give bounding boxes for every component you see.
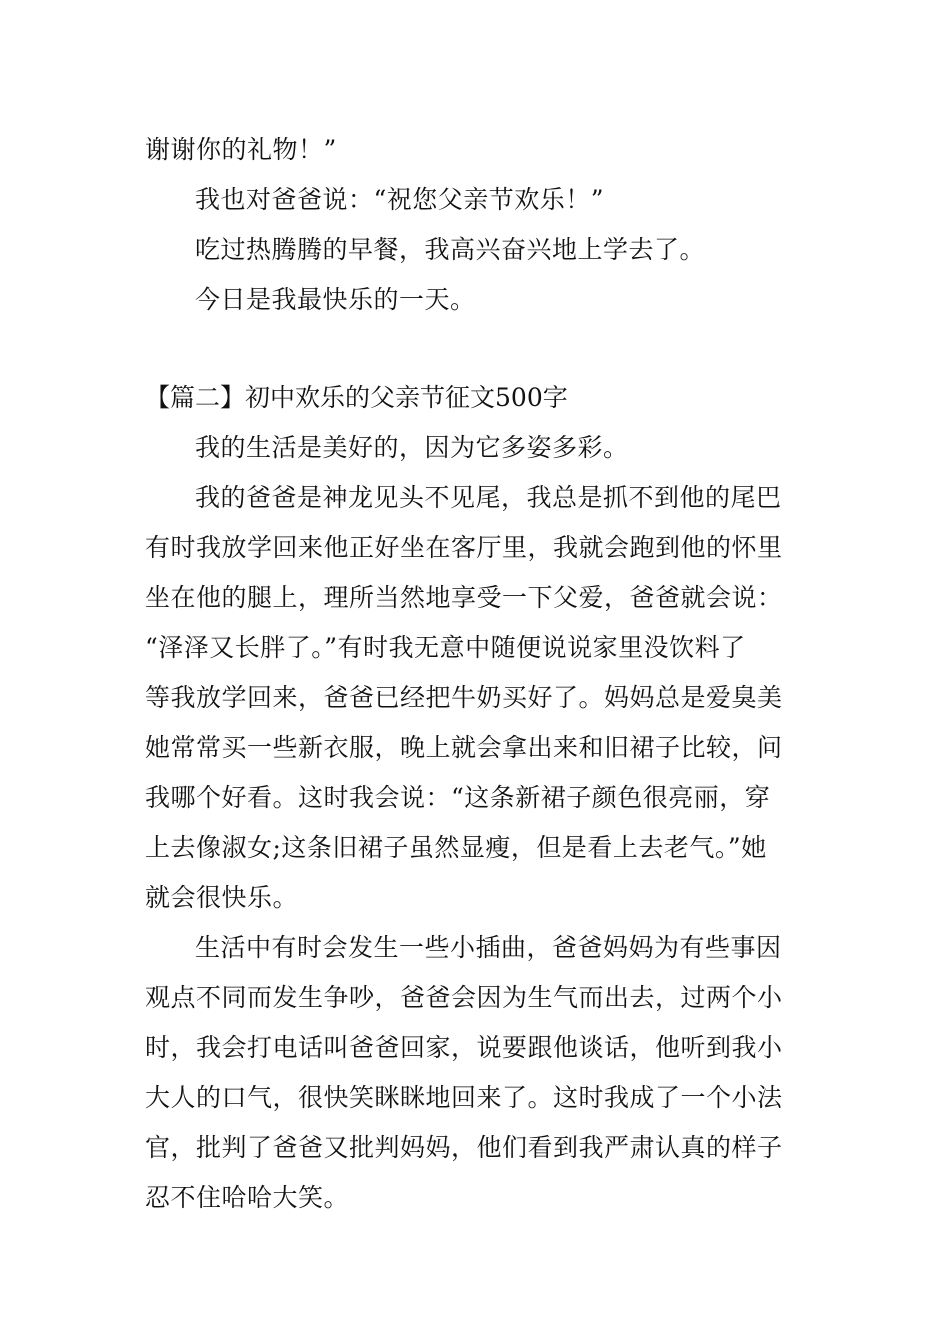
- paragraph-line: 上去像淑女;这条旧裙子虽然显瘦，但是看上去老气。”她: [145, 833, 767, 862]
- text-line: 谢谢你的礼物！”: [145, 135, 337, 164]
- paragraph-line: 就会很快乐。: [145, 883, 299, 912]
- paragraph-line: 我的爸爸是神龙见头不见尾，我总是抓不到他的尾巴: [195, 483, 782, 512]
- paragraph-line: 时，我会打电话叫爸爸回家，说要跟他谈话，他听到我小: [145, 1033, 783, 1062]
- text-line: 今日是我最快乐的一天。: [195, 285, 476, 314]
- paragraph-line: 忍不住哈哈大笑。: [145, 1183, 350, 1212]
- text-line: 我也对爸爸说：“祝您父亲节欢乐！”: [195, 185, 605, 214]
- text-line: 吃过热腾腾的早餐，我高兴奋兴地上学去了。: [195, 235, 706, 264]
- paragraph-line: 等我放学回来，爸爸已经把牛奶买好了。妈妈总是爱臭美: [145, 683, 783, 712]
- paragraph-line: 大人的口气，很快笑眯眯地回来了。这时我成了一个小法: [145, 1083, 783, 1112]
- paragraph-line: “泽泽又长胖了。”有时我无意中随便说说家里没饮料了: [145, 633, 746, 662]
- paragraph-line: 生活中有时会发生一些小插曲，爸爸妈妈为有些事因: [195, 933, 782, 962]
- paragraph-line: 我的生活是美好的，因为它多姿多彩。: [195, 433, 629, 462]
- paragraph-line: 坐在他的腿上，理所当然地享受一下父爱，爸爸就会说：: [145, 583, 783, 612]
- paragraph-line: 观点不同而发生争吵，爸爸会因为生气而出去，过两个小: [145, 983, 783, 1012]
- paragraph-line: 我哪个好看。这时我会说：“这条新裙子颜色很亮丽，穿: [145, 783, 771, 812]
- paragraph-line: 她常常买一些新衣服，晚上就会拿出来和旧裙子比较，问: [145, 733, 783, 762]
- paragraph-line: 官，批判了爸爸又批判妈妈，他们看到我严肃认真的样子: [145, 1133, 783, 1162]
- section-heading: 【篇二】初中欢乐的父亲节征文500字: [145, 383, 568, 412]
- paragraph-line: 有时我放学回来他正好坐在客厅里，我就会跑到他的怀里: [145, 533, 783, 562]
